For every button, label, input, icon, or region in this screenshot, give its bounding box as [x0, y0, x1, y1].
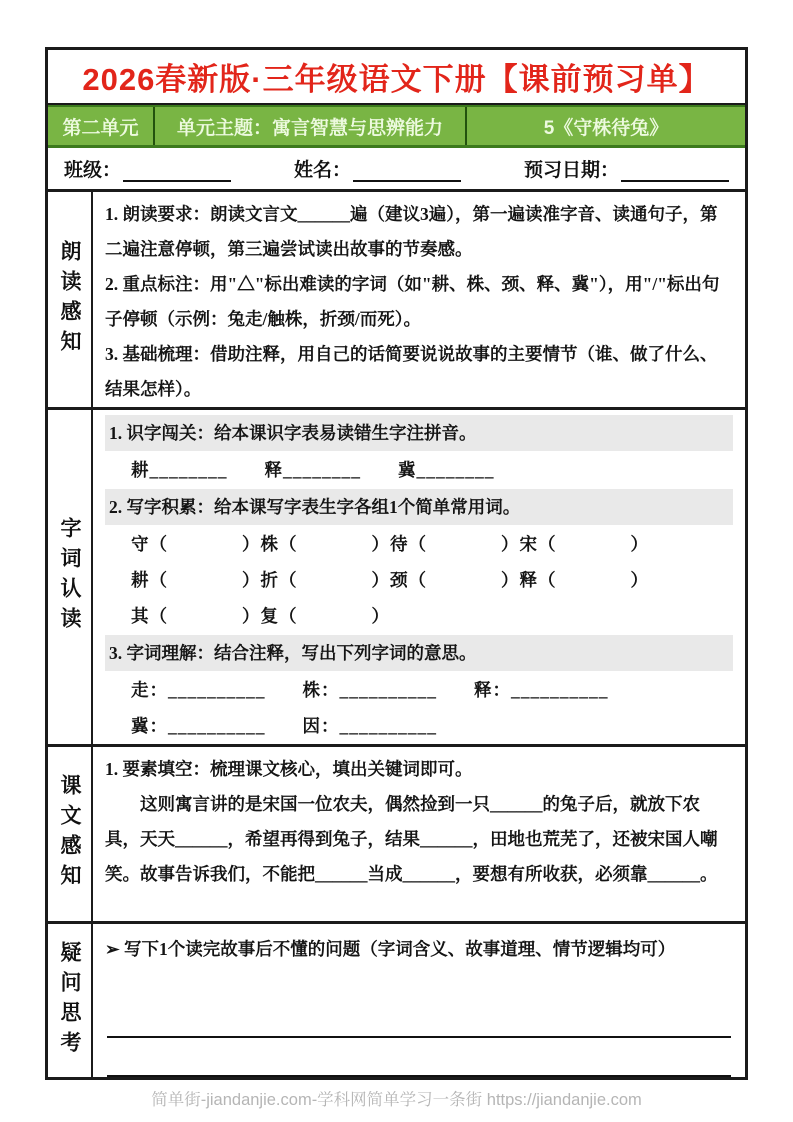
date-blank	[621, 158, 729, 182]
word-row: 守（ ）株（ ）待（ ）宋（ ）	[131, 534, 649, 554]
word-row: 耕（ ）折（ ）颈（ ）释（ ）	[131, 570, 649, 590]
section-label-cell	[48, 747, 93, 921]
section-content	[93, 924, 745, 1077]
task-line: 1. 朗读要求：朗读文言文______遍（建议3遍），第一遍读准字音、读通句子，第二遍注意停顿，第三遍尝试读出故事的节奏感。	[105, 204, 718, 259]
word-row: 其（ ）复（ ）	[131, 606, 390, 626]
worksheet-title-row	[48, 50, 745, 105]
task-heading: 1. 识字闯关：给本课识字表易读错生字注拼音。	[105, 415, 733, 451]
student-info-row	[48, 148, 745, 192]
task-heading: 3. 字词理解：结合注释，写出下列字词的意思。	[105, 635, 733, 671]
unit-theme: 单元主题：寓言智慧与思辨能力	[155, 107, 467, 145]
section-label-cell	[48, 410, 93, 744]
name-field	[294, 155, 461, 182]
question-prompt: ➢ 写下1个读完故事后不懂的问题（字词含义、故事道理、情节逻辑均可）	[105, 939, 676, 959]
section-label: 疑问思考	[58, 940, 81, 1061]
date-field	[524, 155, 729, 182]
section-content	[93, 192, 745, 407]
section-reading-perception	[48, 192, 745, 410]
section-question-thinking	[48, 924, 745, 1077]
task-line: 2. 重点标注：用"△"标出难读的字词（如"耕、株、颈、释、冀"），用"/"标出句子停顿（示例：兔走/触株，折颈/而死）。	[105, 274, 720, 329]
class-field	[64, 155, 231, 182]
date-label: 预习日期：	[523, 160, 619, 181]
section-label: 课文感知	[58, 774, 81, 894]
worksheet	[45, 47, 748, 1080]
page-title: 2026春新版·三年级语文下册【课前预习单】	[82, 62, 711, 97]
section-table	[48, 192, 745, 1077]
unit-number: 第二单元	[48, 107, 155, 145]
task-line: 3. 基础梳理：借助注释，用自己的话简要说说故事的主要情节（谁、做了什么、结果怎样）。	[105, 344, 718, 399]
section-content	[93, 747, 745, 921]
class-blank	[123, 158, 231, 182]
task-heading: 1. 要素填空：梳理课文核心，填出关键词即可。	[105, 759, 473, 779]
pinyin-blanks-row: 耕________ 释________ 冀________	[131, 460, 495, 480]
name-label: 姓名：	[293, 160, 351, 181]
name-blank	[353, 158, 461, 182]
section-label: 朗读感知	[58, 239, 81, 360]
lesson-title: 5《守株待兔》	[543, 117, 669, 139]
answer-writing-line	[107, 1038, 731, 1077]
section-content	[93, 410, 745, 744]
fill-in-paragraph: 这则寓言讲的是宋国一位农夫，偶然捡到一只______的兔子后，就放下农具，天天______，希望再得到兔子，结果______，田地也荒芜了，还被宋国人嘲笑。故事告诉我们，不能把______当成______，要想有所收获，必须靠______。	[105, 794, 718, 884]
section-label-cell	[48, 192, 93, 407]
section-label: 字词认读	[58, 517, 81, 637]
section-word-recognition	[48, 410, 745, 747]
section-text-comprehension	[48, 747, 745, 924]
answer-writing-line	[107, 999, 731, 1038]
class-label: 班级：	[64, 160, 122, 181]
meaning-blanks-row: 走：__________ 株：__________ 释：__________	[131, 680, 609, 700]
unit-header-bar	[48, 105, 745, 148]
meaning-blanks-row: 冀：__________ 因：__________	[131, 716, 437, 736]
section-label-cell	[48, 924, 93, 1077]
task-heading: 2. 写字积累：给本课写字表生字各组1个简单常用词。	[105, 489, 733, 525]
watermark-footer: 简单街-jiandanjie.com-学科网简单学习一条街 https://jiandanjie.com	[151, 1091, 642, 1109]
